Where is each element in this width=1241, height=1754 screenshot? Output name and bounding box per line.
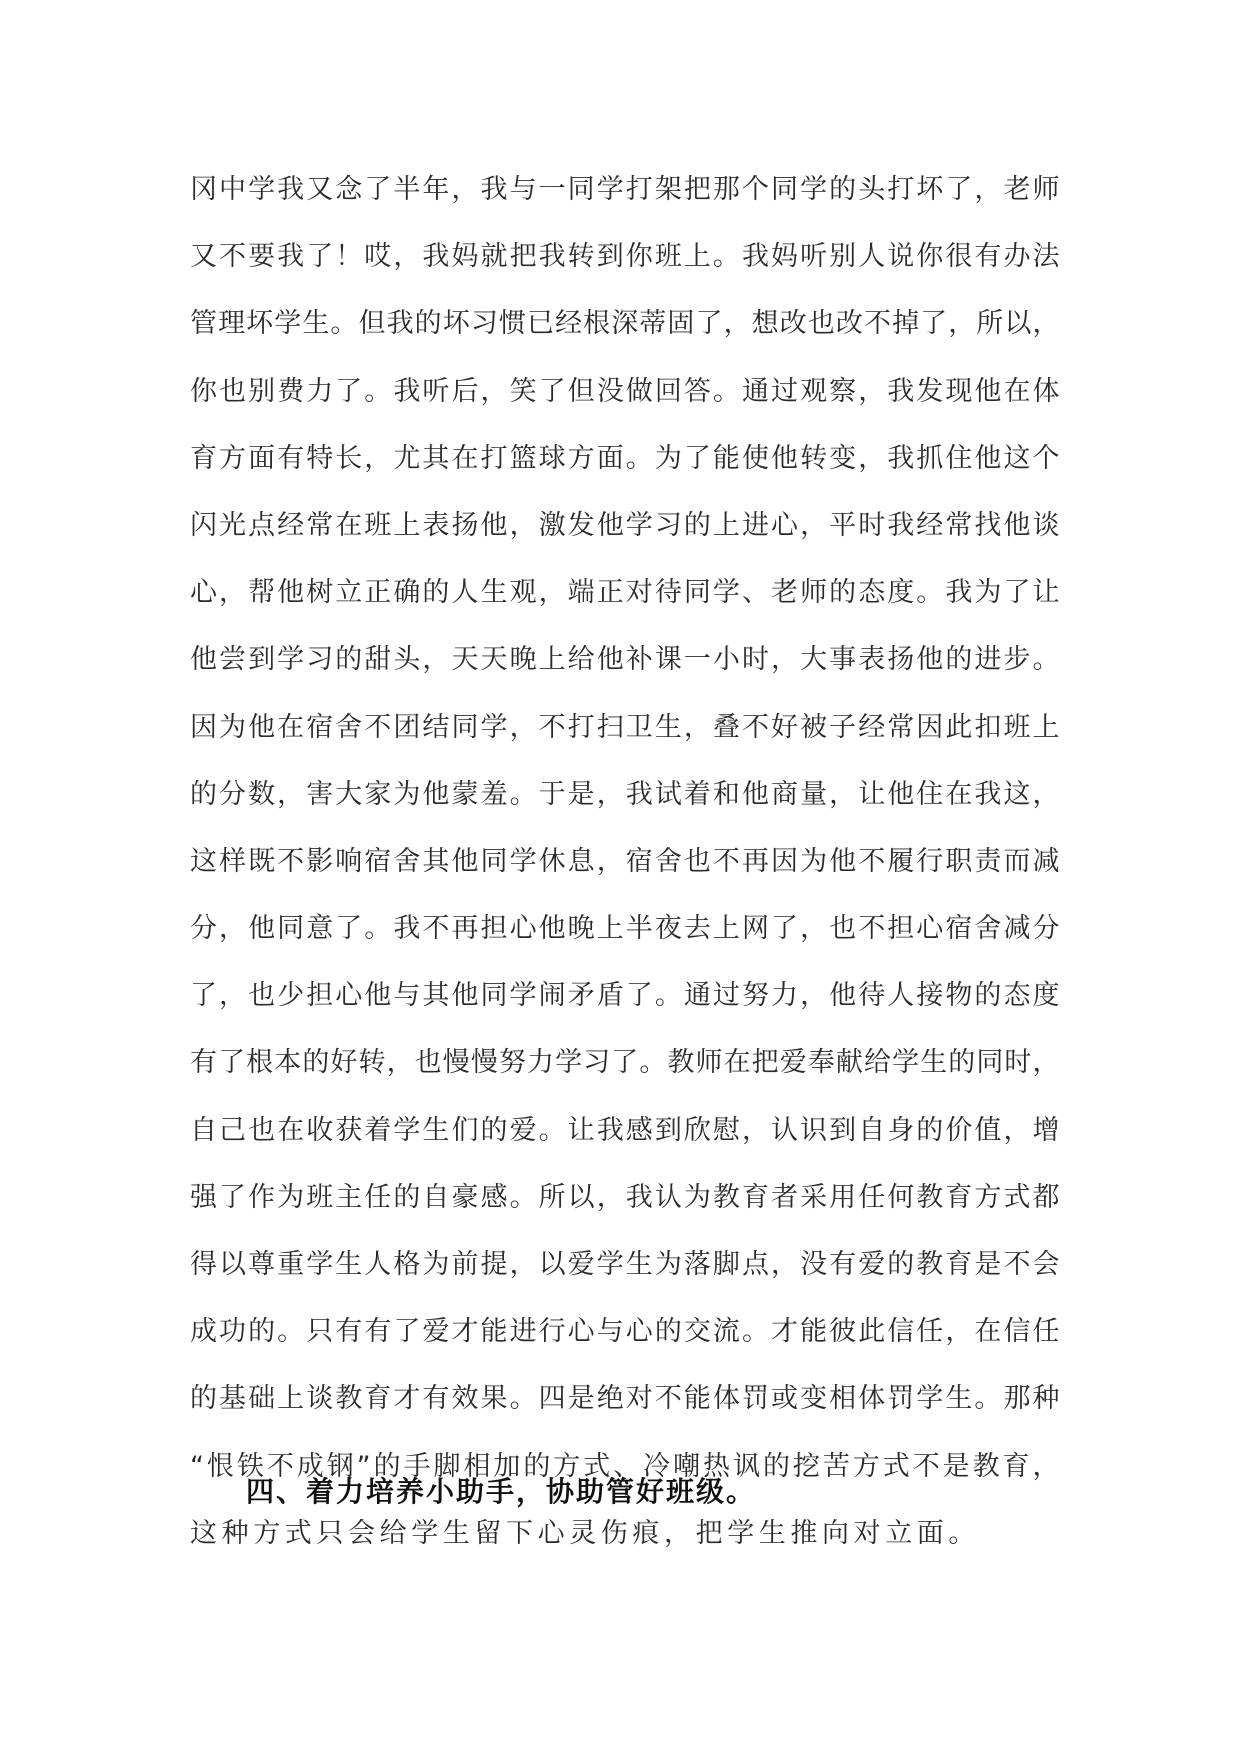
text-line: 闪光点经常在班上表扬他，激发他学习的上进心，平时我经常找他谈 — [190, 509, 1060, 541]
body-paragraph — [190, 156, 1060, 1567]
text-line: 冈中学我又念了半年，我与一同学打架把那个同学的头打坏了，老师 — [190, 174, 1060, 205]
text-line: 这样既不影响宿舍其他同学休息，宿舍也不再因为他不履行职责而减 — [190, 845, 1060, 877]
text-line: 管理坏学生。但我的坏习惯已经根深蒂固了，想改也改不掉了，所以， — [190, 308, 1060, 340]
text-line: 这种方式只会给学生留下心灵伤痕，把学生推向对立面。 — [190, 1517, 980, 1549]
text-line: 成功的。只有有了爱才能进行心与心的交流。才能彼此信任，在信任 — [190, 1316, 1060, 1348]
text-line: 的分数，害大家为他蒙羞。于是，我试着和他商量，让他住在我这， — [190, 778, 1060, 810]
text-line: 了，也少担心他与其他同学闹矛盾了。通过努力，他待人接物的态度 — [190, 980, 1060, 1012]
text-line: 自己也在收获着学生们的爱。让我感到欣慰，认识到自身的价值，增 — [190, 1114, 1060, 1146]
text-line: 分，他同意了。我不再担心他晚上半夜去上网了，也不担心宿舍减分 — [190, 913, 1060, 945]
text-line: 心，帮他树立正确的人生观，端正对待同学、老师的态度。我为了让 — [190, 577, 1060, 609]
text-line: 因为他在宿舍不团结同学，不打扫卫生，叠不好被子经常因此扣班上 — [190, 711, 1060, 743]
text-line: 育方面有特长，尤其在打篮球方面。为了能使他转变，我抓住他这个 — [190, 442, 1060, 474]
text-line: 你也别费力了。我听后，笑了但没做回答。通过观察，我发现他在体 — [190, 375, 1060, 407]
text-line: 强了作为班主任的自豪感。所以，我认为教育者采用任何教育方式都 — [190, 1181, 1060, 1213]
text-line: 的基础上谈教育才有效果。四是绝对不能体罚或变相体罚学生。那种 — [190, 1383, 1060, 1415]
text-line: 有了根本的好转，也慢慢努力学习了。教师在把爱奉献给学生的同时， — [190, 1047, 1060, 1079]
text-line: 他尝到学习的甜头，天天晚上给他补课一小时，大事表扬他的进步。 — [190, 644, 1060, 676]
section-heading: 四、着力培养小助手，协助管好班级。 — [246, 1475, 757, 1508]
text-line: “恨铁不成钢”的手脚相加的方式、冷嘲热讽的挖苦方式不是教育， — [190, 1450, 1060, 1482]
text-line: 又不要我了！哎，我妈就把我转到你班上。我妈听别人说你很有办法 — [190, 241, 1060, 273]
text-line: 得以尊重学生人格为前提，以爱学生为落脚点，没有爱的教育是不会 — [190, 1249, 1060, 1280]
